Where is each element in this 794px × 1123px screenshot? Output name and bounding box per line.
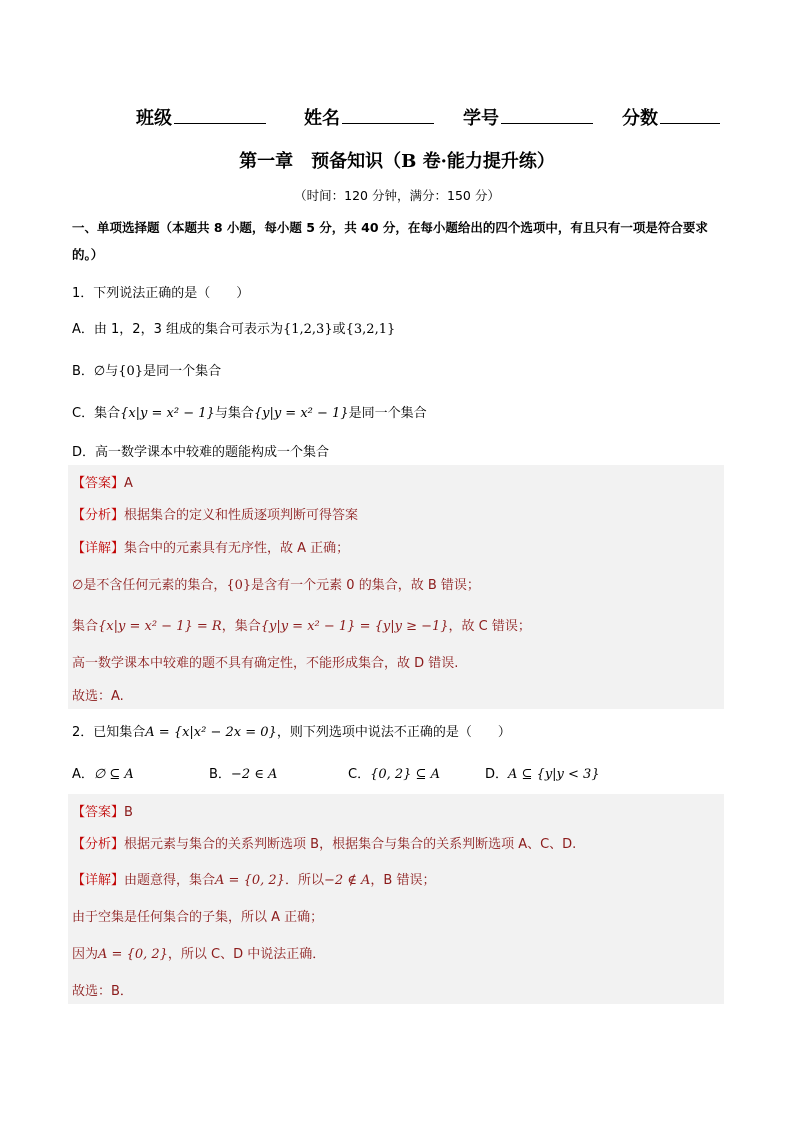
student-info-row: [0, 103, 794, 131]
q1-detail3-mid: ，集合: [221, 619, 261, 634]
q1-option-c: [72, 402, 427, 421]
exam-title: 第一章 预备知识（B 卷·能力提升练）: [239, 151, 555, 172]
q2-option-d-text: A ⊆ {y|y < 3}: [508, 767, 600, 782]
q2-answer: [72, 801, 133, 820]
q2-detail-line3: [72, 943, 325, 962]
class-blank[interactable]: [174, 103, 266, 124]
q1-detail-line2: [72, 574, 480, 593]
q1-detail-line3: [72, 615, 531, 634]
q2-option-c: [348, 763, 440, 782]
student-id-field[interactable]: [463, 103, 593, 130]
q2-option-b: [209, 763, 277, 782]
q2-detail3-set: A = {0, 2}: [98, 947, 168, 962]
q1-detail3-set2: {y|y = x² − 1} = {y|y ≥ −1}: [260, 619, 449, 634]
student-id-blank[interactable]: [501, 103, 593, 124]
q1-detail3-prefix: 集合: [72, 619, 99, 634]
q2-detail1-rel: −2 ∉ A: [323, 873, 371, 888]
q1-answer-tag: 【答案】: [72, 476, 125, 491]
q1-option-c-tail: 是同一个集合: [348, 406, 427, 421]
q2-detail-tag: 【详解】: [72, 873, 125, 888]
q2-option-a-label: A．: [72, 767, 94, 782]
q2-analysis-text: 根据元素与集合的关系判断选项 B，根据集合与集合的关系判断选项 A、C、D.: [124, 837, 577, 852]
q1-option-c-set1: {x|y = x² − 1}: [120, 406, 215, 421]
score-blank[interactable]: [660, 103, 720, 124]
q1-option-a-set2: {3,2,1}: [345, 322, 396, 337]
q2-option-c-text: {0, 2} ⊆ A: [370, 767, 440, 782]
name-label: 姓名: [304, 108, 340, 129]
q1-analysis-tag: 【分析】: [72, 508, 125, 523]
q1-analysis-text: 根据集合的定义和性质逐项判断可得答案: [124, 508, 359, 523]
q2-answer-tag: 【答案】: [72, 805, 125, 820]
q1-option-a-text: A．由 1，2，3 组成的集合可表示为: [72, 322, 283, 337]
exam-subtitle: （时间：120 分钟，满分：150 分）: [294, 188, 500, 203]
q1-option-b-empty: ∅: [93, 364, 106, 379]
q1-option-b-tail: 是同一个集合: [143, 364, 222, 379]
q2-detail: [72, 869, 435, 888]
q1-analysis: [72, 504, 358, 523]
q1-detail2-mid: 是不含任何元素的集合，: [83, 578, 227, 593]
score-field[interactable]: [622, 103, 720, 130]
class-field[interactable]: [136, 103, 266, 130]
q2-detail1-tail: ，B 错误；: [370, 873, 436, 888]
name-blank[interactable]: [342, 103, 434, 124]
q2-detail3-tail: ，所以 C、D 中说法正确．: [167, 947, 326, 962]
q2-detail-line2: 由于空集是任何集合的子集，所以 A 正确；: [72, 910, 324, 925]
q2-analysis-tag: 【分析】: [72, 837, 125, 852]
q2-detail1-set: A = {0, 2}: [215, 873, 285, 888]
q1-detail-line1: 集合中的元素具有无序性，故 A 正确；: [124, 541, 350, 556]
q1-detail2-empty: ∅: [72, 578, 84, 593]
q1-option-a-or: 或: [332, 322, 346, 337]
q1-option-a-set1: {1,2,3}: [282, 322, 333, 337]
q1-detail3-set1: {x|y = x² − 1} = R: [98, 619, 222, 634]
class-label: 班级: [136, 108, 172, 129]
q2-option-a-text: ∅ ⊆ A: [93, 767, 134, 782]
q1-answer-value: A: [124, 476, 133, 491]
q2-option-a: [72, 763, 134, 782]
q2-answer-value: B: [124, 805, 133, 820]
q2-solution-box: [68, 794, 724, 1004]
q1-detail-line4: 高一数学课本中较难的题不具有确定性，不能形成集合，故 D 错误.: [72, 656, 459, 671]
q2-option-d-label: D．: [485, 767, 509, 782]
q1-option-c-prefix: C．集合: [72, 406, 121, 421]
section-heading: 一、单项选择题（本题共 8 小题，每小题 5 分，共 40 分，在每小题给出的四个选项中，有且只有一项是符合要求的。）: [72, 220, 708, 262]
q2-option-c-label: C．: [348, 767, 371, 782]
q1-answer: [72, 472, 133, 491]
q1-option-b-set: {0}: [118, 364, 144, 379]
q2-stem-set: A = {x|x² − 2x = 0}: [145, 725, 277, 740]
q1-option-c-set2: {y|y = x² − 1}: [253, 406, 349, 421]
q2-detail3-prefix: 因为: [72, 947, 99, 962]
q2-detail1-mid: ．所以: [284, 873, 324, 888]
q2-choice: 故选：B．: [72, 984, 133, 999]
q1-option-b: [72, 360, 221, 379]
q1-detail: [72, 537, 349, 556]
q1-choice: 故选：A.: [72, 689, 124, 704]
q1-option-b-with: 与: [105, 364, 119, 379]
q2-stem-tail: ，则下列选项中说法不正确的是（ ）: [276, 725, 511, 740]
q1-detail3-tail: ，故 C 错误；: [448, 619, 531, 634]
q2-option-b-text: −2 ∈ A: [230, 767, 278, 782]
score-label: 分数: [622, 108, 658, 129]
q2-stem-prefix: 2．已知集合: [72, 725, 146, 740]
q2-option-d: [485, 763, 600, 782]
q1-stem: 1．下列说法正确的是（ ）: [72, 286, 250, 301]
student-id-label: 学号: [463, 108, 499, 129]
q1-option-d: D．高一数学课本中较难的题能构成一个集合: [72, 445, 330, 460]
q1-detail2-tail: 是含有一个元素 0 的集合，故 B 错误；: [251, 578, 480, 593]
q2-stem: [72, 721, 511, 740]
q1-option-c-with: 与集合: [214, 406, 254, 421]
q2-analysis: [72, 833, 576, 852]
q1-detail-tag: 【详解】: [72, 541, 125, 556]
name-field[interactable]: [304, 103, 434, 130]
q1-option-a: [72, 318, 395, 337]
q2-detail1-prefix: 由题意得，集合: [124, 873, 216, 888]
q2-option-b-label: B．: [209, 767, 231, 782]
q1-detail2-set: {0}: [226, 578, 252, 593]
q1-option-b-prefix: B．: [72, 364, 94, 379]
